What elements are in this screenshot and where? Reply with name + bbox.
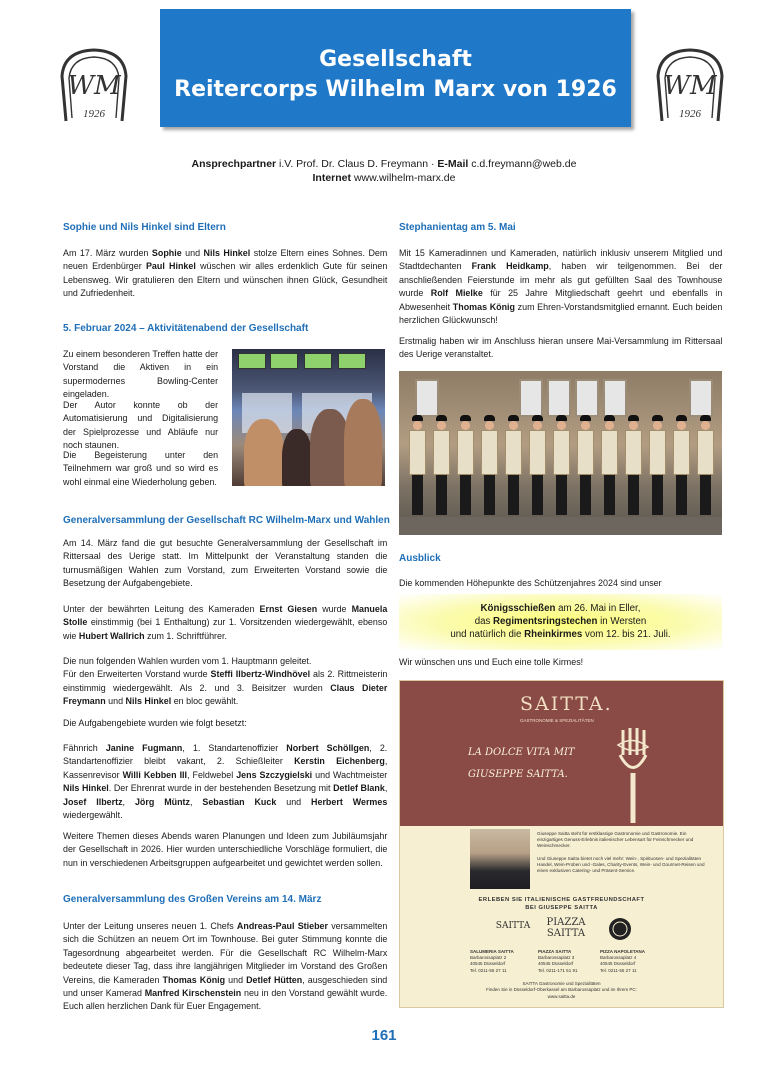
ad-address-2-title: PIAZZA SAITTA [538, 949, 572, 954]
logo-year: 1926 [679, 108, 701, 120]
ad-erleben-line-1: ERLEBEN SIE ITALIENISCHE GASTFREUNDSCHAFT [478, 897, 645, 903]
ad-website-link[interactable]: www.saitta.de [547, 993, 576, 999]
ad-logo-piazza-2: SAITTA [546, 928, 586, 939]
body-bowling-3: Die Begeisterung unter den Teilnehmern war groß und so wird es wohl einmal eine Wiederholung geben. [63, 450, 219, 488]
ad-intro-2: Und Giuseppe Saitta bietet noch viel mehr: Wein-, Spirituosen- und Spezialitäten Handel, Wein-Proben und -Gales, Charity-Events, Wein- und Gourmet-Reisen und einen exklusiven Catering- und Präsent-Service. [537, 856, 705, 874]
ad-address-2-city: 40545 Düsseldorf [538, 961, 574, 967]
ad-address-3-title: PIZZA NAPOLETANA [600, 949, 645, 954]
ad-slogan-1: LA DOLCE VITA MIT [468, 747, 575, 758]
ad-brand: SAITTA. [520, 693, 613, 715]
title-line-1: Gesellschaft [319, 47, 472, 72]
heading-bowling: 5. Februar 2024 – Aktivitätenabend der Gesellschaft [63, 323, 309, 334]
ad-slogan-2: GIUSEPPE SAITTA. [468, 769, 568, 780]
email-link[interactable]: c.d.freymann@web.de [468, 158, 577, 170]
ad-footer [400, 981, 723, 1000]
ad-address-1-tel: Tel. 0211-55 27 11 [470, 967, 507, 973]
ad-address-1-city: 40545 Düsseldorf [470, 961, 506, 967]
heading-gv-verein: Generalversammlung des Großen Vereins am 14. März [63, 894, 322, 905]
heading-stephanientag: Stephanientag am 5. Mai [399, 222, 516, 233]
ad-erleben-line-2: BEI GIUSEPPE SAITTA [525, 905, 598, 911]
ad-address-2 [538, 949, 577, 974]
body-stephanientag-1: Mit 15 Kameradinnen und Kameraden, natürlich inklusiv unserem Mitglied und Stadtdechanten Frank Heidkamp, haben wir teilgenommen. Bei der anschließenden Feierstunde im mehr als gut gefüllten Saal des Townhouse wurde Rolf Mielke für 25 Jahre Mitgliedschaft geehrt und ebenfalls in Abwesenheit Thomas König zum Ehren-Vorstandsmitglied ernannt. Euch beiden herzlichen Glückwunsch! [399, 248, 723, 327]
ad-logo-piazza [536, 917, 596, 939]
ad-address-3-street: Barbarossaplatz 4 [600, 955, 637, 961]
ausblick-line-1: Königsschießen am 26. Mai in Eller, [480, 603, 641, 614]
ad-address-1 [470, 949, 514, 974]
contact-name: i.V. Prof. Dr. Claus D. Freymann · [276, 158, 438, 170]
ad-address-3-tel: Tel. 0211-55 27 11 [600, 967, 637, 973]
email-label: E-Mail [437, 158, 469, 170]
internet-line [0, 171, 768, 185]
corps-logo-right [640, 46, 740, 126]
ausblick-line-3: und natürlich die Rheinkirmes vom 12. bis 21. Juli. [450, 629, 671, 640]
ad-header [400, 681, 723, 826]
contact-label: Ansprechpartner [191, 158, 277, 170]
svg-text:WM: WM [663, 71, 717, 101]
body-gv-3: Die nun folgenden Wahlen wurden vom 1. Hauptmann geleitet. Für den Erweiterten Vorstand wurde Steffi Ilbertz-Windhövel als 2. Rittmeisterin einstimmig wiedergewählt. Als 2. und 3. Beisitzer wurden Claus Dieter Freymann und Nils Hinkel en bloc gewählt. [63, 656, 388, 708]
title-banner [160, 9, 631, 127]
body-gv-5: Fähnrich Janine Fugmann, 1. Standartenoffizier Norbert Schöllgen, 2. Standartenoffizier bleibt vakant, 2. Schießleiter Kerstin Eichenberg, Kassenrevisor Willi Kebben III, Feldwebel Jens Szczygielski und Wachtmeister Nils Hinkel. Der Ehrenrat wurde in der bestehenden Besetzung mit Detlef Blank, Josef Ilbertz, Jörg Müntz, Sebastian Kuck und Herbert Wermes wiedergewählt. [63, 743, 388, 822]
body-gv-4: Die Aufgabengebiete wurden wie folgt besetzt: [63, 718, 247, 729]
body-eltern: Am 17. März wurden Sophie und Nils Hinkel stolze Eltern eines Sohnes. Dem neuen Erdenbürger Paul Hinkel wüschen wir alles erdenklich Gute für seinen Lebensweg. Wir gratulieren den Eltern und wünschen ihnen Glück, Gesundheit und Zufriedenheit. [63, 248, 388, 300]
ad-logo-saitta: SAITTA [495, 921, 531, 931]
ad-footer-1: SAITTA Gastronomie und Spezialitäten [522, 981, 601, 986]
ad-erleben [400, 896, 723, 912]
body-gv-verein: Unter der Leitung unseres neuen 1. Chefs Andreas-Paul Stieber versammelten sich die Schützen an neuem Ort im Townhouse. Bei guter Stimmung konnte die Tagesordnung abgearbeitet werden. Für die Gesellschaft RC Wilhelm-Marx bedeutete dieser Tag, dass ihre langjährigen Mitglieder im Vorstand des Großen Vereins, die Kameraden Thomas König und Detlef Hütten, ausgeschieden sind und unser Kamerad Manfred Kirschenstein neu in den Vorstand gewählt wurde. Euch allen herzlichen Dank für Euer Engagement. [63, 921, 388, 1013]
saitta-advertisement[interactable] [399, 680, 724, 1008]
ad-intro-1: Giuseppe Saitta steht für erstklassige Gastronomie und Gastronomie. Ein einzigartiges Genuss-Erlebnis italienischer Lebensart für Feinschmecker und Weinschmecker. [537, 831, 694, 849]
ad-logo-piazza-1: PIAZZA [546, 917, 586, 928]
logo-year: 1926 [83, 108, 105, 120]
ad-footer-2: Finden Sie in Düsseldorf-Oberkassel am Barbarossaplatz und im Ihrem PC: [486, 987, 637, 993]
title-line-2: Reitercorps Wilhelm Marx von 1926 [174, 77, 617, 102]
body-gv-1: Am 14. März fand die gut besuchte Generalversammlung der Gesellschaft im Rittersaal des Uerige statt. Im Mittelpunkt der Veranstaltung standen die turnusmäßigen Wahlen zum Vorstand, zum Erweiterten Vorstand sowie die Besetzung der Aufgabengebiete. [63, 538, 388, 590]
internet-label: Internet [312, 172, 352, 184]
fork-icon [608, 725, 658, 825]
giuseppe-portrait [470, 829, 530, 889]
heading-ausblick: Ausblick [399, 553, 441, 564]
heading-eltern: Sophie und Nils Hinkel sind Eltern [63, 222, 226, 233]
ad-address-3-city: 40545 Düsseldorf [600, 961, 636, 967]
bowling-photo [232, 349, 385, 486]
contact-line [0, 157, 768, 171]
ausblick-line-2: das Regimentsringstechen in Wersten [474, 616, 647, 627]
ad-address-2-street: Barbarossaplatz 3 [538, 955, 575, 961]
body-bowling-2: Der Autor konnte ob der Automatisierung und Digitalisierung der Spielprozesse und Abläufe nur noch staunen. [63, 400, 219, 452]
ad-subtitle: GASTRONOMIE & SPEZIALITÄTEN [520, 718, 594, 723]
parade-photo [399, 371, 722, 535]
corps-logo-left [44, 46, 144, 126]
internet-link[interactable]: www.wilhelm-marx.de [351, 172, 456, 184]
body-ausblick-intro: Die kommenden Höhepunkte des Schützenjahres 2024 sind unser [399, 578, 662, 589]
body-gv-2: Unter der bewährten Leitung des Kameraden Ernst Giesen wurde Manuela Stolle einstimmig (bei 1 Enthaltung) zur 1. Vorsitzenden wiedergewählt, ebenso wie Hubert Wallrich zum 1. Schriftführer. [63, 604, 388, 642]
ad-address-2-tel: Tel. 0211-171 51 91 [538, 967, 578, 973]
ad-address-1-title: SALUMERIA SAITTA [470, 949, 514, 954]
body-ausblick-closing: Wir wünschen uns und Euch eine tolle Kirmes! [399, 657, 584, 668]
svg-text:WM: WM [67, 71, 121, 101]
page-number: 161 [371, 1027, 397, 1044]
body-bowling-1: Zu einem besonderen Treffen hatte der Vorstand die Aktiven in ein supermodernes Bowling-Center eingeladen. [63, 349, 219, 401]
ad-address-1-street: Barbarossaplatz 2 [470, 955, 507, 961]
ad-address-3 [600, 949, 645, 974]
body-gv-6: Weitere Themen dieses Abends waren Planungen und Ideen zum Jubiläumsjahr der Gesellschaft in 2026. Hier wurden unterschiedliche Vorschläge formuliert, die nun in verschiedenen Arbeitsgruppen aufgearbeitet und gewichtet werden sollen. [63, 831, 388, 869]
body-stephanientag-2: Erstmalig haben wir im Anschluss hieran unsere Mai-Versammlung im Rittersaal des Uerige veranstaltet. [399, 336, 723, 361]
heading-gv-gesellschaft: Generalversammlung der Gesellschaft RC Wilhelm-Marx und Wahlen [63, 515, 390, 526]
pizza-seal-icon [608, 917, 632, 941]
